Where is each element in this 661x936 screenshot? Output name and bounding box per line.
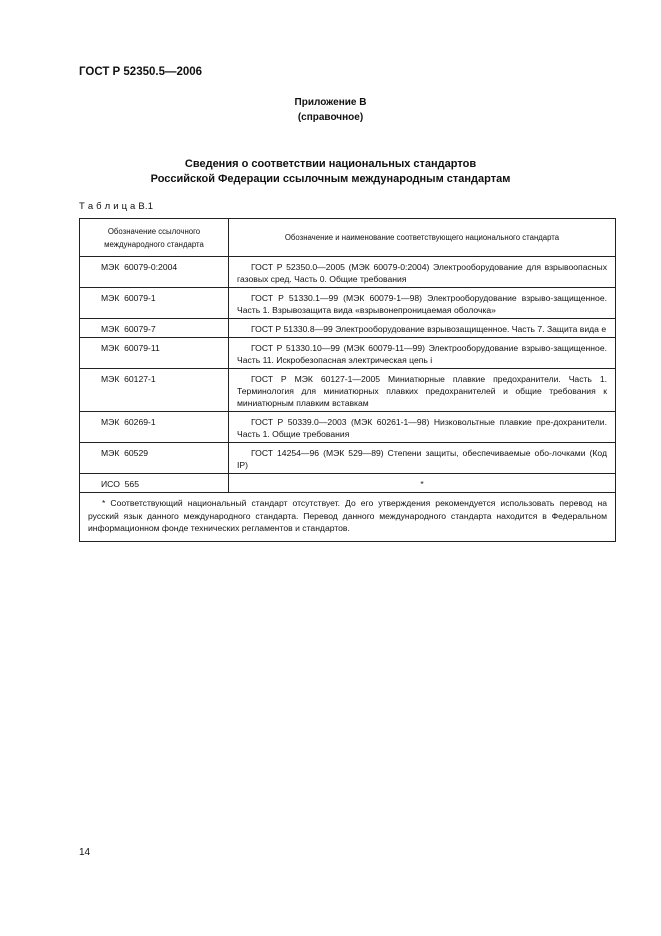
national-standard: ГОСТ Р 50339.0—2003 (МЭК 60261-1—98) Низковольтные плавкие пре-дохранители. Часть 1. Общие требования [229,412,616,443]
section-title-line-1: Сведения о соответствии национальных стандартов [184,158,477,170]
section-title-line-2: Российской Федерации ссылочным международным стандартам [150,173,511,185]
international-code: МЭК 60079-0:2004 [80,257,229,288]
international-code: МЭК 60079-1 [80,288,229,319]
table-caption: Т а б л и ц а В.1 [79,201,154,212]
table-row [80,369,616,412]
header-international-standard: Обозначение ссылочного международного стандарта [80,219,229,257]
national-standard: * [229,474,616,493]
international-code: ИСО 565 [80,474,229,493]
page-number: 14 [79,847,91,858]
national-standard: ГОСТ Р МЭК 60127-1—2005 Миниатюрные плавкие предохранители. Часть 1. Терминология для миниатюрных плавких предохранителей и общие требования к миниатюрным плавким вставкам [229,369,616,412]
international-code: МЭК 60079-7 [80,319,229,338]
table-header-row [80,219,616,257]
national-standard: ГОСТ Р 52350.0—2005 (МЭК 60079-0:2004) Электрооборудование для взрывоопасных газовых сред. Часть 0. Общие требования [229,257,616,288]
table-row [80,288,616,319]
table-row [80,474,616,493]
national-standard: ГОСТ 14254—96 (МЭК 529—89) Степени защиты, обеспечиваемые обо-лочками (Код IP) [229,443,616,474]
international-code: МЭК 60529 [80,443,229,474]
international-code: МЭК 60127-1 [80,369,229,412]
table-row [80,319,616,338]
section-title [0,157,661,187]
national-standard: ГОСТ Р 51330.8—99 Электрооборудование взрывозащищенное. Часть 7. Защита вида е [229,319,616,338]
header-national-standard: Обозначение и наименование соответствующего национального стандарта [229,219,616,257]
international-code: МЭК 60269-1 [80,412,229,443]
table-row [80,257,616,288]
table-row [80,338,616,369]
document-code: ГОСТ Р 52350.5—2006 [79,66,203,78]
appendix-type: (справочное) [297,112,364,123]
national-standard: ГОСТ Р 51330.1—99 (МЭК 60079-1—98) Электрооборудование взрыво-защищенное. Часть 1. Взрывозащита вида «взрывонепроницаемая оболочка» [229,288,616,319]
national-standard: ГОСТ Р 51330.10—99 (МЭК 60079-11—99) Электрооборудование взрыво-защищенное. Часть 11. Искробезопасная электрическая цепь i [229,338,616,369]
appendix-heading [0,95,661,125]
table-row [80,443,616,474]
appendix-label: Приложение В [294,97,367,108]
standards-table [79,218,616,542]
table-footnote-row [80,493,616,542]
table-row [80,412,616,443]
international-code: МЭК 60079-11 [80,338,229,369]
table-footnote: * Соответствующий национальный стандарт отсутствует. До его утверждения рекомендуется использовать перевод на русский язык данного международного стандарта. Перевод данного международного стандарта находится в Федеральном информационном фонде технических регламентов и стандартов. [80,493,616,542]
